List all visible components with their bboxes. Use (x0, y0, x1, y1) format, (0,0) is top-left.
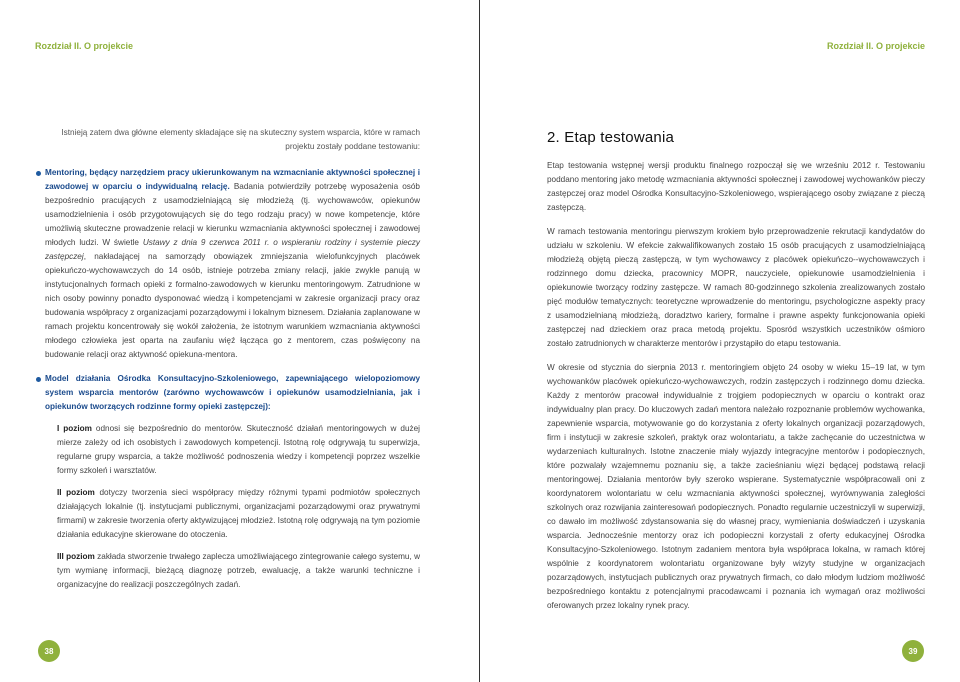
page-gutter (479, 0, 480, 682)
bullet-mentoring (35, 166, 420, 362)
paragraph-3: W okresie od stycznia do sierpnia 2013 r. mentoringiem objęto 24 osoby w wieku 15–19 lat, w tym wychowanków placówek opiekuńczo-wychowawczych, rodzin zastępczych i rodzinnego domu dziecka. Każdy z mentorów pracował indywidualnie z trojgiem podopiecznych w oparciu o kontrakt oraz indywidualny plan pracy. Do kluczowych zadań mentora należało rozpoznanie problemów wychowanka, zapewnienie wsparcia, motywowanie go do korzystania z oferty lokalnych organizacji pozarządowych, firm i instytucji w zakresie szkoleń, praktyk oraz wolontariatu, a także zachęcanie do uczestnictwa w wydarzeniach kulturalnych. Istotne znaczenie miały wyjazdy integracyjne mentorów i podopiecznych, które pozwalały wzajemnemu poznaniu się, a także zacieśnianiu więzi będącej podstawą relacji mentoringowej. Działania mentorów były szeroko wspierane. Systematycznie współpracowali oni z koordynatorem wolontariatu w celu wzmacniania aktywności społecznej, wyrównywania zaległości szkolnych oraz rozwijania zainteresowań podopiecznych. Ponadto regularnie uczestniczyli w superwizji, co dawało im możliwość zdystansowania się do własnej pracy, wymieniania doświadczeń i uzyskania wsparcia. Jednocześnie mentorzy oraz ich podopieczni korzystali z oferty edukacyjnej Ośrodka Konsultacyjno-Szkoleniowego. Istotnym zadaniem mentora była współpraca lokalna, w ramach której wspólnie z koordynatorem wolontariatu organizowane były wizyty studyjne w organizacjach pozarządowych, instytucjach publicznych oraz prywatnych firmach, co dało młodym ludziom możliwość bezpośredniego kontaktu z potencjalnymi pracodawcami i poznania ich wymagań oraz możliwości oferowanych przez lokalny rynek pracy. (547, 363, 925, 610)
level-2-text: dotyczy tworzenia sieci współpracy między różnymi typami podmiotów społecznych działających lokalnie (tj. instytucjami publicznymi, organizacjami pozarządowymi oraz prywatnymi firmami) w zakresie tworzenia oferty aktywizującej młodzież. Istotną rolę odgrywają na tym poziomie działania edukacyjne skierowane do otoczenia. (57, 488, 420, 539)
bullet-model (35, 372, 420, 414)
left-page (0, 0, 479, 682)
chapter-header-right: Rozdział II. O projekcie (826, 41, 925, 51)
bullet-mentoring-text-2: , nakładającej na samorządy obowiązek zmniejszania wielofunkcyjnych placówek opiekuńczo-wychowawczych do 14 osób, istnieje potrzeba zmiany relacji, jakie zwykle panują w instytucjonalnych formach opieki z formalno-zawodowych w kierunku mentoringowym. Zatrudnione w nich osoby powinny ponadto dysponować wiedzą i kompetencjami w zakresie organizacji pracy oraz budowania współpracy z organizacjami pozarządowymi i lokalnym biznesem. Działania zaplanowane w ramach projektu koncentrowały się wokół założenia, że istotnym warunkiem wzmacniania aktywności młodego człowieka jest oparta na zaufaniu więź łącząca go z mentorem, czas poświęcony na budowanie relacji oraz aktywność opiekuna-mentora. (45, 252, 420, 359)
section-heading: 2. Etap testowania (547, 129, 675, 146)
page-number-left: 38 (38, 640, 60, 662)
paragraph-1: Etap testowania wstępnej wersji produktu finalnego rozpoczął się we wrześniu 2012 r. Testowaniu poddano mentoring jako metodę wzmacniania aktywności społecznej i zawodowej wychowanków pieczy zastępczej oraz model Ośrodka Konsultacyjno-Szkoleniowego, wspierającego osoby związane z pieczą zastępczą. (547, 161, 925, 212)
level-1-label: I poziom (57, 424, 92, 433)
bullet-model-title: Model działania Ośrodka Konsultacyjno-Szkoleniowego, zapewniającego wielopoziomowy system wsparcia mentorów (zarówno wychowawców i opiekunów usamodzielniania, jak i opiekunów tworzących rodzinne formy opieki zastępczej): (45, 374, 420, 411)
level-3-text: zakłada stworzenie trwałego zaplecza umożliwiającego zintegrowanie całego systemu, w tym wymianę informacji, bieżącą diagnozę potrzeb, ewaluację, a także warunki techniczne i organizacyjne do realizacji poszczególnych zadań. (57, 552, 420, 589)
chapter-header-left: Rozdział II. O projekcie (35, 41, 134, 51)
level-1-text: odnosi się bezpośrednio do mentorów. Skuteczność działań mentoringowych w dużej mierze zależy od ich osobistych i zawodowych kompetencji. Istotną rolę odgrywają tu superwizja, regularne grupy wsparcia, a także możliwość podnoszenia wiedzy i kompetencji poprzez wszelkie formy szkoleń i warsztatów. (57, 424, 420, 475)
right-page (481, 0, 960, 682)
level-2-label: II poziom (57, 488, 95, 497)
law-title: Ustawy z dnia 9 czerwca 2011 r. o wspieraniu rodziny i systemie pieczy zastępczej (45, 238, 420, 261)
right-column (547, 131, 925, 613)
bullet-mentoring-title: Mentoring, będący narzędziem pracy ukierunkowanym na wzmacnianie aktywności społecznej i zawodowej w oparciu o indywidualną relację. (45, 168, 420, 191)
intro-paragraph: Istnieją zatem dwa główne elementy składające się na skuteczny system wsparcia, które w ramach projektu zostały poddane testowaniu: (61, 128, 420, 151)
paragraph-2: W ramach testowania mentoringu pierwszym krokiem było przeprowadzenie rekrutacji kandydatów do udziału w szkoleniu. W efekcie zakwalifikowanych zostało 15 osób pracujących z usamodzielniającą młodzieżą objętą pieczą zastępczą, w tym wychowawcy z placówek opiekuńczo--wychowawczych i rodzinnego domu dziecka, pracownicy MOPR, nauczyciele, opiekunowie usamodzielnienia i opiekunowie tworzący rodziny zastępcze. W ramach 80-godzinnego szkolenia zrealizowanych zostało pięć modułów tematycznych: teoretyczne wprowadzenie do mentoringu, psychologiczne aspekty pracy z usamodzielnianą młodzieżą, doradztwo kariery, formalne i prawne aspekty funkcjonowania opieki zastępczej nad dzieckiem oraz praca metodą projektu. Sposród wszystkich uczestników ośmioro zostało zatrudnionych w charakterze mentorów i przystąpiło do etapu testowania. (547, 227, 925, 348)
bullet-dot-icon (36, 171, 41, 176)
level-2 (35, 486, 420, 542)
level-1 (35, 422, 420, 478)
left-column (35, 126, 420, 592)
level-3 (35, 550, 420, 592)
bullet-mentoring-text: Badania potwierdziły potrzebę wyposażenia osób bezpośrednio pracujących z usamodzielniającą się młodzieżą (tj. wychowawców, opiekunów usamodzielnienia i osób przygotowujących się do tego rodzaju pracy) w nowe kompetencje, które umożliwią skuteczne prowadzenie relacji w kierunku wzmacniania aktywności społecznej i zawodowej młodych ludzi. W świetle (45, 182, 420, 247)
level-3-label: III poziom (57, 552, 95, 561)
page-number-right: 39 (902, 640, 924, 662)
bullet-dot-icon (36, 377, 41, 382)
